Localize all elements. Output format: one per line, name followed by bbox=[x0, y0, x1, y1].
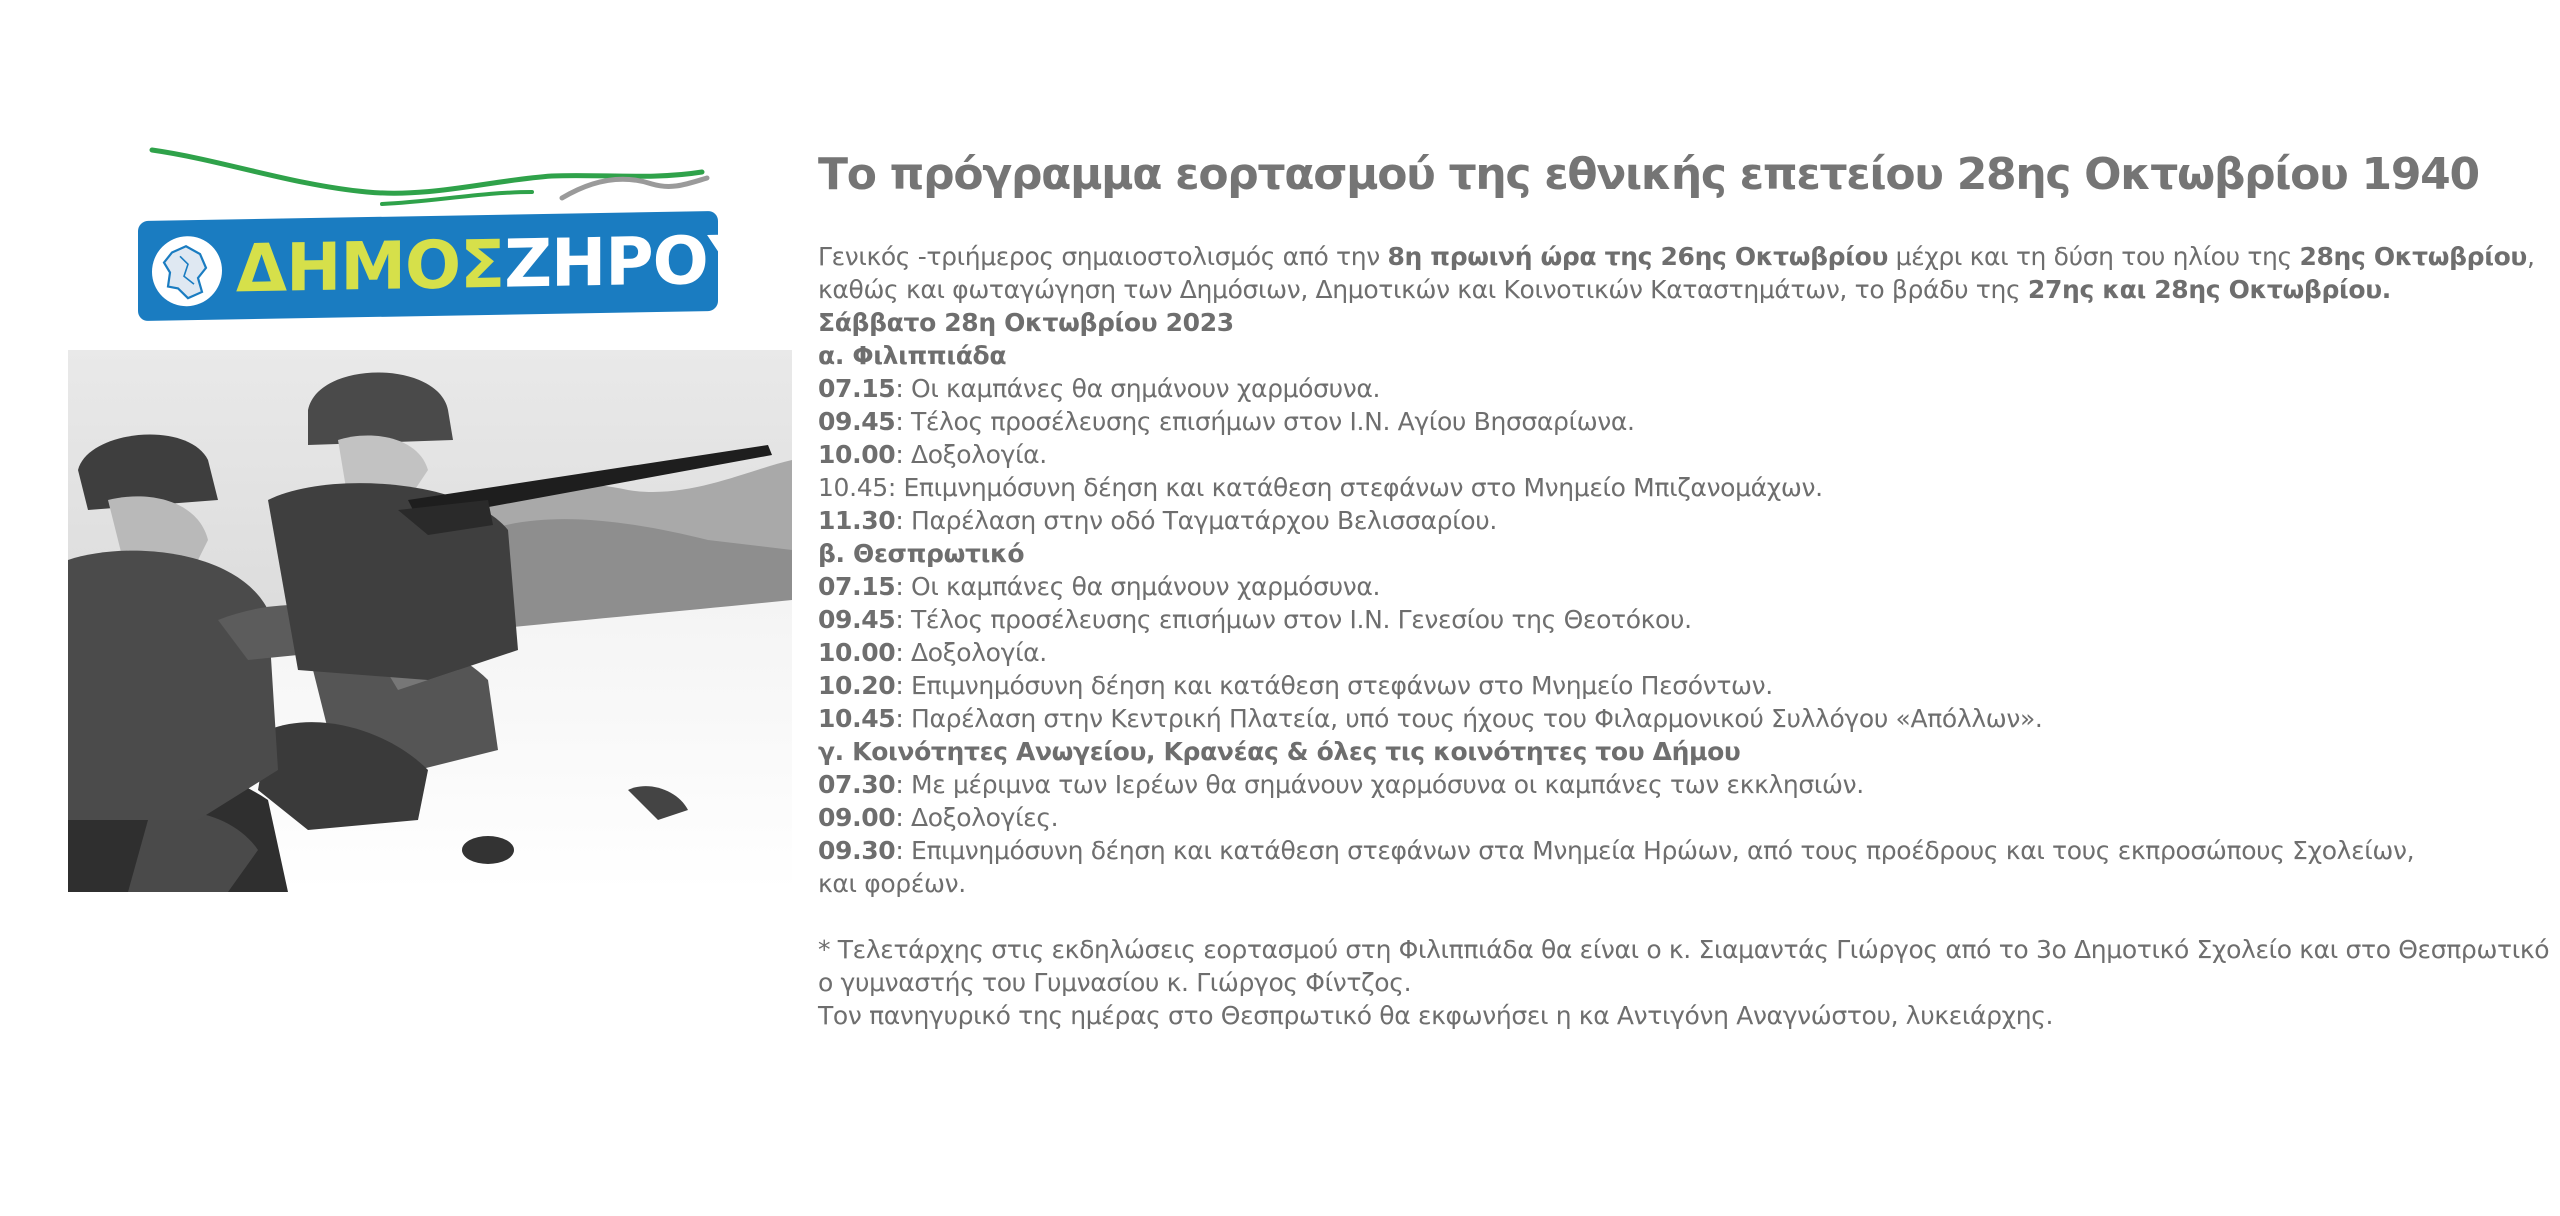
schedule-time: 09.45 bbox=[818, 407, 896, 436]
logo-word-1: ΔΗΜΟΣ bbox=[236, 225, 505, 308]
program-content bbox=[818, 140, 2550, 1032]
schedule-text: 10.45: Επιμνημόσυνη δέηση και κατάθεση στεφάνων στο Μνημείο Μπιζανομάχων. bbox=[818, 473, 1823, 502]
schedule-item bbox=[818, 636, 2518, 669]
schedule-text: : Δοξολογία. bbox=[895, 638, 1047, 667]
intro-highlight: 28ης Οκτωβρίου bbox=[2299, 242, 2527, 271]
intro-line-2 bbox=[818, 273, 2518, 306]
schedule-item bbox=[818, 768, 2518, 801]
date-heading: Σάββατο 28η Οκτωβρίου 2023 bbox=[818, 308, 1234, 337]
schedule-text: : Παρέλαση στην οδό Ταγματάρχου Βελισσαρίου. bbox=[895, 506, 1497, 535]
schedule-item bbox=[818, 504, 2518, 537]
schedule-text: και φορέων. bbox=[818, 869, 966, 898]
schedule-text: : Δοξολογίες. bbox=[895, 803, 1059, 832]
schedule-text: : Οι καμπάνες θα σημάνουν χαρμόσυνα. bbox=[895, 572, 1381, 601]
schedule-time: 10.20 bbox=[818, 671, 896, 700]
schedule-time: 10.00 bbox=[818, 440, 896, 469]
schedule-item bbox=[818, 372, 2518, 405]
intro-text: μέχρι και τη δύση του ηλίου της bbox=[1887, 242, 2300, 271]
section-heading: γ. Κοινότητες Ανωγείου, Κρανέας & όλες τις κοινότητες του Δήμου bbox=[818, 737, 1741, 766]
schedule-item bbox=[818, 669, 2518, 702]
schedule-item bbox=[818, 702, 2518, 735]
note-line: Τον πανηγυρικό της ημέρας στο Θεσπρωτικό θα εκφωνήσει η κα Αντιγόνη Αναγνώστου, λυκειάρχης. bbox=[818, 1001, 2054, 1030]
schedule-time: 10.45 bbox=[818, 704, 896, 733]
hills-icon bbox=[132, 140, 722, 220]
schedule-time: 09.45 bbox=[818, 605, 896, 634]
section-heading: α. Φιλιππιάδα bbox=[818, 341, 1007, 370]
schedule-text: : Επιμνημόσυνη δέηση και κατάθεση στεφάνων στο Μνημείο Πεσόντων. bbox=[895, 671, 1773, 700]
municipality-logo bbox=[132, 140, 755, 322]
soldiers-in-snow-icon bbox=[68, 350, 792, 892]
intro-text: Γενικός -τριήμερος σημαιοστολισμός από την bbox=[818, 242, 1388, 271]
schedule-item bbox=[818, 801, 2518, 834]
schedule-time: 09.30 bbox=[818, 836, 896, 865]
soldiers-photo bbox=[68, 350, 792, 892]
schedule-text: : Τέλος προσέλευσης επισήμων στον Ι.Ν. Γενεσίου της Θεοτόκου. bbox=[895, 605, 1692, 634]
spacer bbox=[818, 900, 2518, 933]
intro-highlight: 8η πρωινή ώρα της 26ης Οκτωβρίου bbox=[1387, 242, 1888, 271]
intro-line-1 bbox=[818, 240, 2535, 273]
schedule-item bbox=[818, 603, 2518, 636]
logo-word-2: ΖΗΡΟΥ bbox=[504, 221, 755, 303]
schedule-time: 10.00 bbox=[818, 638, 896, 667]
schedule-text: : Επιμνημόσυνη δέηση και κατάθεση στεφάνων στα Μνημεία Ηρώων, από τους προέδρους και τους εκπροσώπους Σχολείων, bbox=[895, 836, 2415, 865]
note-line: * Τελετάρχης στις εκδηλώσεις εορτασμού στη Φιλιππιάδα θα είναι ο κ. Σιαμαντάς Γιώργος από το 3ο Δημοτικό Σχολείο και στο Θεσπρωτικό bbox=[818, 935, 2550, 964]
schedule-item bbox=[818, 867, 2518, 900]
program-body bbox=[818, 240, 2550, 1032]
schedule-time: 09.00 bbox=[818, 803, 896, 832]
intro-text: , bbox=[2526, 242, 2535, 271]
schedule-text: : Τέλος προσέλευσης επισήμων στον Ι.Ν. Αγίου Βησσαρίωνα. bbox=[895, 407, 1635, 436]
note-line: ο γυμναστής του Γυμνασίου κ. Γιώργος Φίντζος. bbox=[818, 968, 1412, 997]
schedule-text: : Με μέριμνα των Ιερέων θα σημάνουν χαρμόσυνα οι καμπάνες των εκκλησιών. bbox=[895, 770, 1864, 799]
schedule-item bbox=[818, 405, 2518, 438]
globe-map-icon bbox=[150, 234, 224, 309]
schedule-text: : Οι καμπάνες θα σημάνουν χαρμόσυνα. bbox=[895, 374, 1381, 403]
intro-highlight: 27ης και 28ης Οκτωβρίου. bbox=[2027, 275, 2391, 304]
page-title: Το πρόγραμμα εορτασμού της εθνικής επετείου 28ης Οκτωβρίου 1940 bbox=[818, 149, 2479, 200]
schedule-time: 07.30 bbox=[818, 770, 896, 799]
schedule-text: : Δοξολογία. bbox=[895, 440, 1047, 469]
schedule-item bbox=[818, 834, 2518, 867]
schedule-time: 07.15 bbox=[818, 374, 896, 403]
section-heading: β. Θεσπρωτικό bbox=[818, 539, 1025, 568]
schedule-time: 07.15 bbox=[818, 572, 896, 601]
logo-wordmark bbox=[236, 216, 755, 313]
schedule-item bbox=[818, 570, 2518, 603]
schedule-time: 11.30 bbox=[818, 506, 896, 535]
schedule-text: : Παρέλαση στην Κεντρική Πλατεία, υπό τους ήχους του Φιλαρμονικού Συλλόγου «Απόλλων». bbox=[895, 704, 2043, 733]
schedule-item bbox=[818, 438, 2518, 471]
intro-text: καθώς και φωταγώγηση των Δημόσιων, Δημοτικών και Κοινοτικών Καταστημάτων, το βράδυ της bbox=[818, 275, 2028, 304]
schedule-item bbox=[818, 471, 2518, 504]
logo-banner bbox=[138, 211, 755, 321]
